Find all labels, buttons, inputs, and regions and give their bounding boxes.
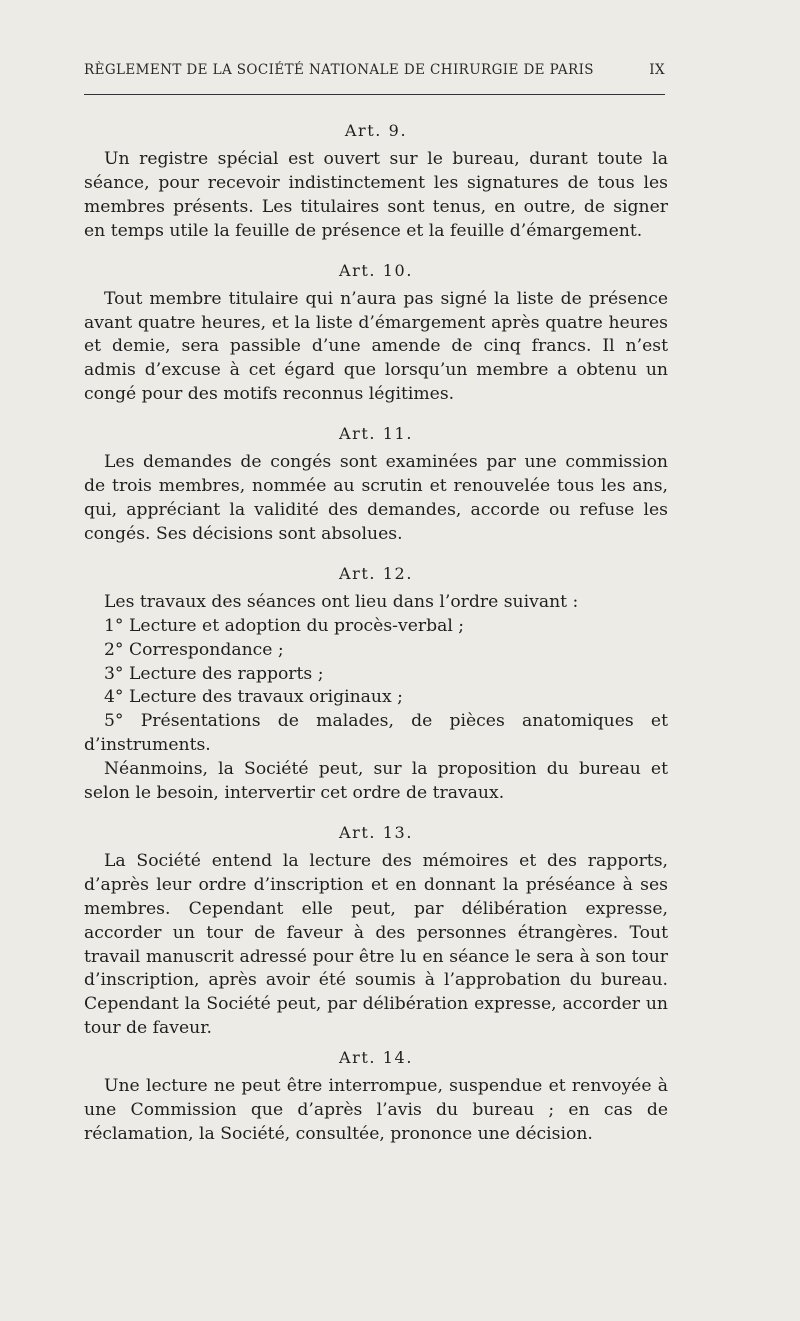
article-paragraph: Un registre spécial est ouvert sur le bureau, durant toute la séance, pour recevoir indistinctement les signatures de tous les membres présents. Les titulaires sont tenus, en outre, de signer en temps utile la feuille de présence et la feuille d’émargement. [84, 149, 668, 241]
article-10 [84, 254, 668, 408]
article-heading: Art. 12. [338, 563, 414, 583]
article-paragraph: Tout membre titulaire qui n’aura pas signé la liste de présence avant quatre heures, et la liste d’émargement après quatre heures et demie, sera passible d’une amende de cinq francs. Il n’est admis d’excuse à cet égard que lorsqu’un membre a obtenu un congé pour des motifs reconnus légitimes. [84, 288, 668, 405]
running-title: RÈGLEMENT DE LA SOCIÉTÉ NATIONALE DE CHIRURGIE DE PARIS [84, 62, 594, 78]
article-paragraph: La Société entend la lecture des mémoires et des rapports, d’après leur ordre d’inscription et en donnant la préséance à ses membres. Cependant elle peut, par délibération expresse, accorder un tour de faveur à des personnes étrangères. Tout travail manuscrit adressé pour être lu en séance le sera à son tour d’inscription, après avoir été soumis à l’approbation du bureau. Cependant la Société peut, par délibération expresse, accorder un tour de faveur. [84, 850, 668, 1039]
article-11 [84, 417, 668, 547]
page-body [84, 114, 668, 1147]
article-9 [84, 114, 668, 244]
article-paragraph: Une lecture ne peut être interrompue, suspendue et renvoyée à une Commission que d’après l’avis du bureau ; en cas de réclamation, la Société, consultée, prononce une décision. [84, 1076, 668, 1144]
article-14 [84, 1041, 668, 1147]
article-heading: Art. 11. [338, 424, 414, 444]
list-item: 5° Présentations de malades, de pièces anatomiques et d’instruments. [84, 711, 668, 756]
list-item: 1° Lecture et adoption du procès-verbal ; [104, 615, 465, 636]
article-heading: Art. 10. [338, 260, 414, 280]
article-13 [84, 816, 668, 1041]
header-rule [84, 94, 665, 95]
list-item: 4° Lecture des travaux originaux ; [104, 687, 403, 708]
article-heading: Art. 9. [344, 121, 408, 140]
page-number: IX [649, 62, 665, 78]
article-paragraph: Les demandes de congés sont examinées par une commission de trois membres, nommée au scrutin et renouvelée tous les ans, qui, appréciant la validité des demandes, accorde ou refuse les congés. Ses décisions sont absolues. [84, 452, 668, 544]
article-closing: Néanmoins, la Société peut, sur la proposition du bureau et selon le besoin, intervertir cet ordre de travaux. [84, 759, 668, 804]
article-intro: Les travaux des séances ont lieu dans l’ordre suivant : [104, 591, 579, 612]
list-item: 3° Lecture des rapports ; [104, 663, 324, 684]
article-heading: Art. 14. [338, 1048, 414, 1068]
running-header [84, 62, 665, 78]
list-item: 2° Correspondance ; [104, 639, 284, 660]
article-12 [84, 557, 668, 806]
article-heading: Art. 13. [338, 822, 414, 842]
